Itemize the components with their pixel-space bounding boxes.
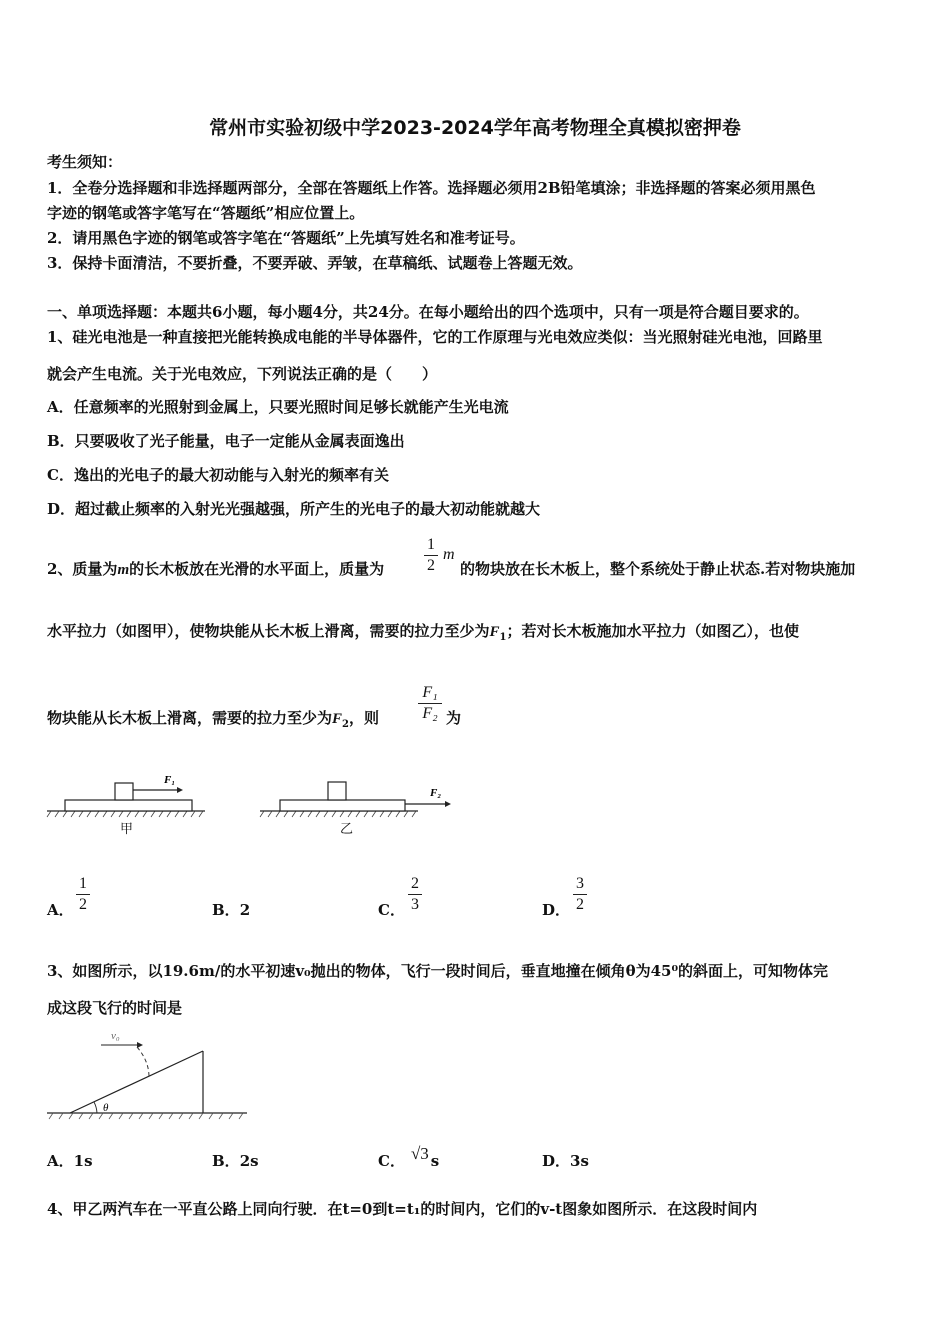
q2-option-a-label: A． [47, 901, 74, 919]
q3-stem: 成这段飞行的时间是 [47, 999, 183, 1017]
notice-line: 1．全卷分选择题和非选择题两部分，全部在答题纸上作答。选择题必须用2B铅笔填涂；非选择题的答案必须用黑色 [47, 179, 816, 197]
q2-stem-line1-end: 的物块放在长木板上，整个系统处于静止状态.若对物块施加 [460, 560, 856, 578]
q2-option-d-fraction: 3 2 [573, 875, 587, 914]
page-title: 常州市实验初级中学2023-2024学年高考物理全真模拟密押卷 [209, 117, 741, 139]
figure-incline [45, 1025, 250, 1125]
q2-option-d-label: D． [542, 901, 571, 919]
notice-line: 3．保持卡面清洁，不要折叠，不要弄破、弄皱，在草稿纸、试题卷上答题无效。 [47, 254, 583, 272]
q1-stem: 1、硅光电池是一种直接把光能转换成电能的半导体器件，它的工作原理与光电效应类似：当光照射硅光电池，回路里 [47, 328, 823, 346]
q1-stem: 就会产生电流。关于光电效应，下列说法正确的是（ ） [47, 365, 438, 383]
figure-yi [258, 768, 458, 828]
q3-option-b: B．2s [212, 1152, 259, 1170]
notice-line: 2．请用黑色字迹的钢笔或答字笔在“答题纸”上先填写姓名和准考证号。 [47, 229, 525, 247]
label-theta: θ [103, 1102, 109, 1114]
q2-option-c-label: C． [378, 901, 405, 919]
q3-option-c: C． √3 s [378, 1144, 440, 1170]
label-f2: F₂ [430, 787, 442, 799]
q1-option-b: B．只要吸收了光子能量，电子一定能从金属表面逸出 [47, 432, 405, 450]
figure-jia [45, 768, 210, 828]
section-heading: 一、单项选择题：本题共6小题，每小题4分，共24分。在每小题给出的四个选项中，只有一项是符合题目要求的。 [47, 303, 809, 321]
q2-stem-line1: 2、质量为m的长木板放在光滑的水平面上，质量为 [47, 560, 385, 578]
q3-option-a: A．1s [47, 1152, 93, 1170]
mass-symbol: m [443, 546, 455, 563]
fraction-half: 1 2 [424, 536, 438, 575]
q1-option-d: D．超过截止频率的入射光光强越强，所产生的光电子的最大初动能就越大 [47, 500, 541, 518]
q3-option-d: D．3s [542, 1152, 589, 1170]
q1-option-c: C．逸出的光电子的最大初动能与入射光的频率有关 [47, 466, 389, 484]
q2-stem-line3-end: 为 [446, 709, 462, 727]
q2-stem-line2: 水平拉力（如图甲），使物块能从长木板上滑离，需要的拉力至少为$F_1$；若对长木板施加水平拉力（如图乙），也使 [47, 622, 800, 643]
notice-line: 字迹的钢笔或答字笔写在“答题纸”相应位置上。 [47, 204, 365, 222]
fraction-f1-over-f2: F₁ F₂ [418, 684, 442, 723]
notice-heading: 考生须知： [47, 153, 123, 171]
q3-stem: 3、如图所示，以19.6m/的水平初速v₀抛出的物体，飞行一段时间后，垂直地撞在倾角θ为45⁰的斜面上，可知物体完 [47, 962, 829, 980]
figure-jia-label: 甲 [120, 822, 134, 837]
q2-option-b: B．2 [212, 901, 251, 919]
q2-option-a-fraction: 1 2 [76, 875, 90, 914]
q2-stem-line3: 物块能从长木板上滑离，需要的拉力至少为$F_2$，则 [47, 709, 380, 730]
q2-option-c-fraction: 2 3 [408, 875, 422, 914]
figure-yi-label: 乙 [340, 822, 354, 837]
q1-option-a: A．任意频率的光照射到金属上，只要光照时间足够长就能产生光电流 [47, 398, 509, 416]
label-f1: F₁ [164, 774, 176, 786]
label-v0: v₀ [111, 1030, 120, 1042]
q4-stem: 4、甲乙两汽车在一平直公路上同向行驶．在t=0到t=t₁的时间内，它们的v-t图象如图所示．在这段时间内 [47, 1200, 758, 1218]
